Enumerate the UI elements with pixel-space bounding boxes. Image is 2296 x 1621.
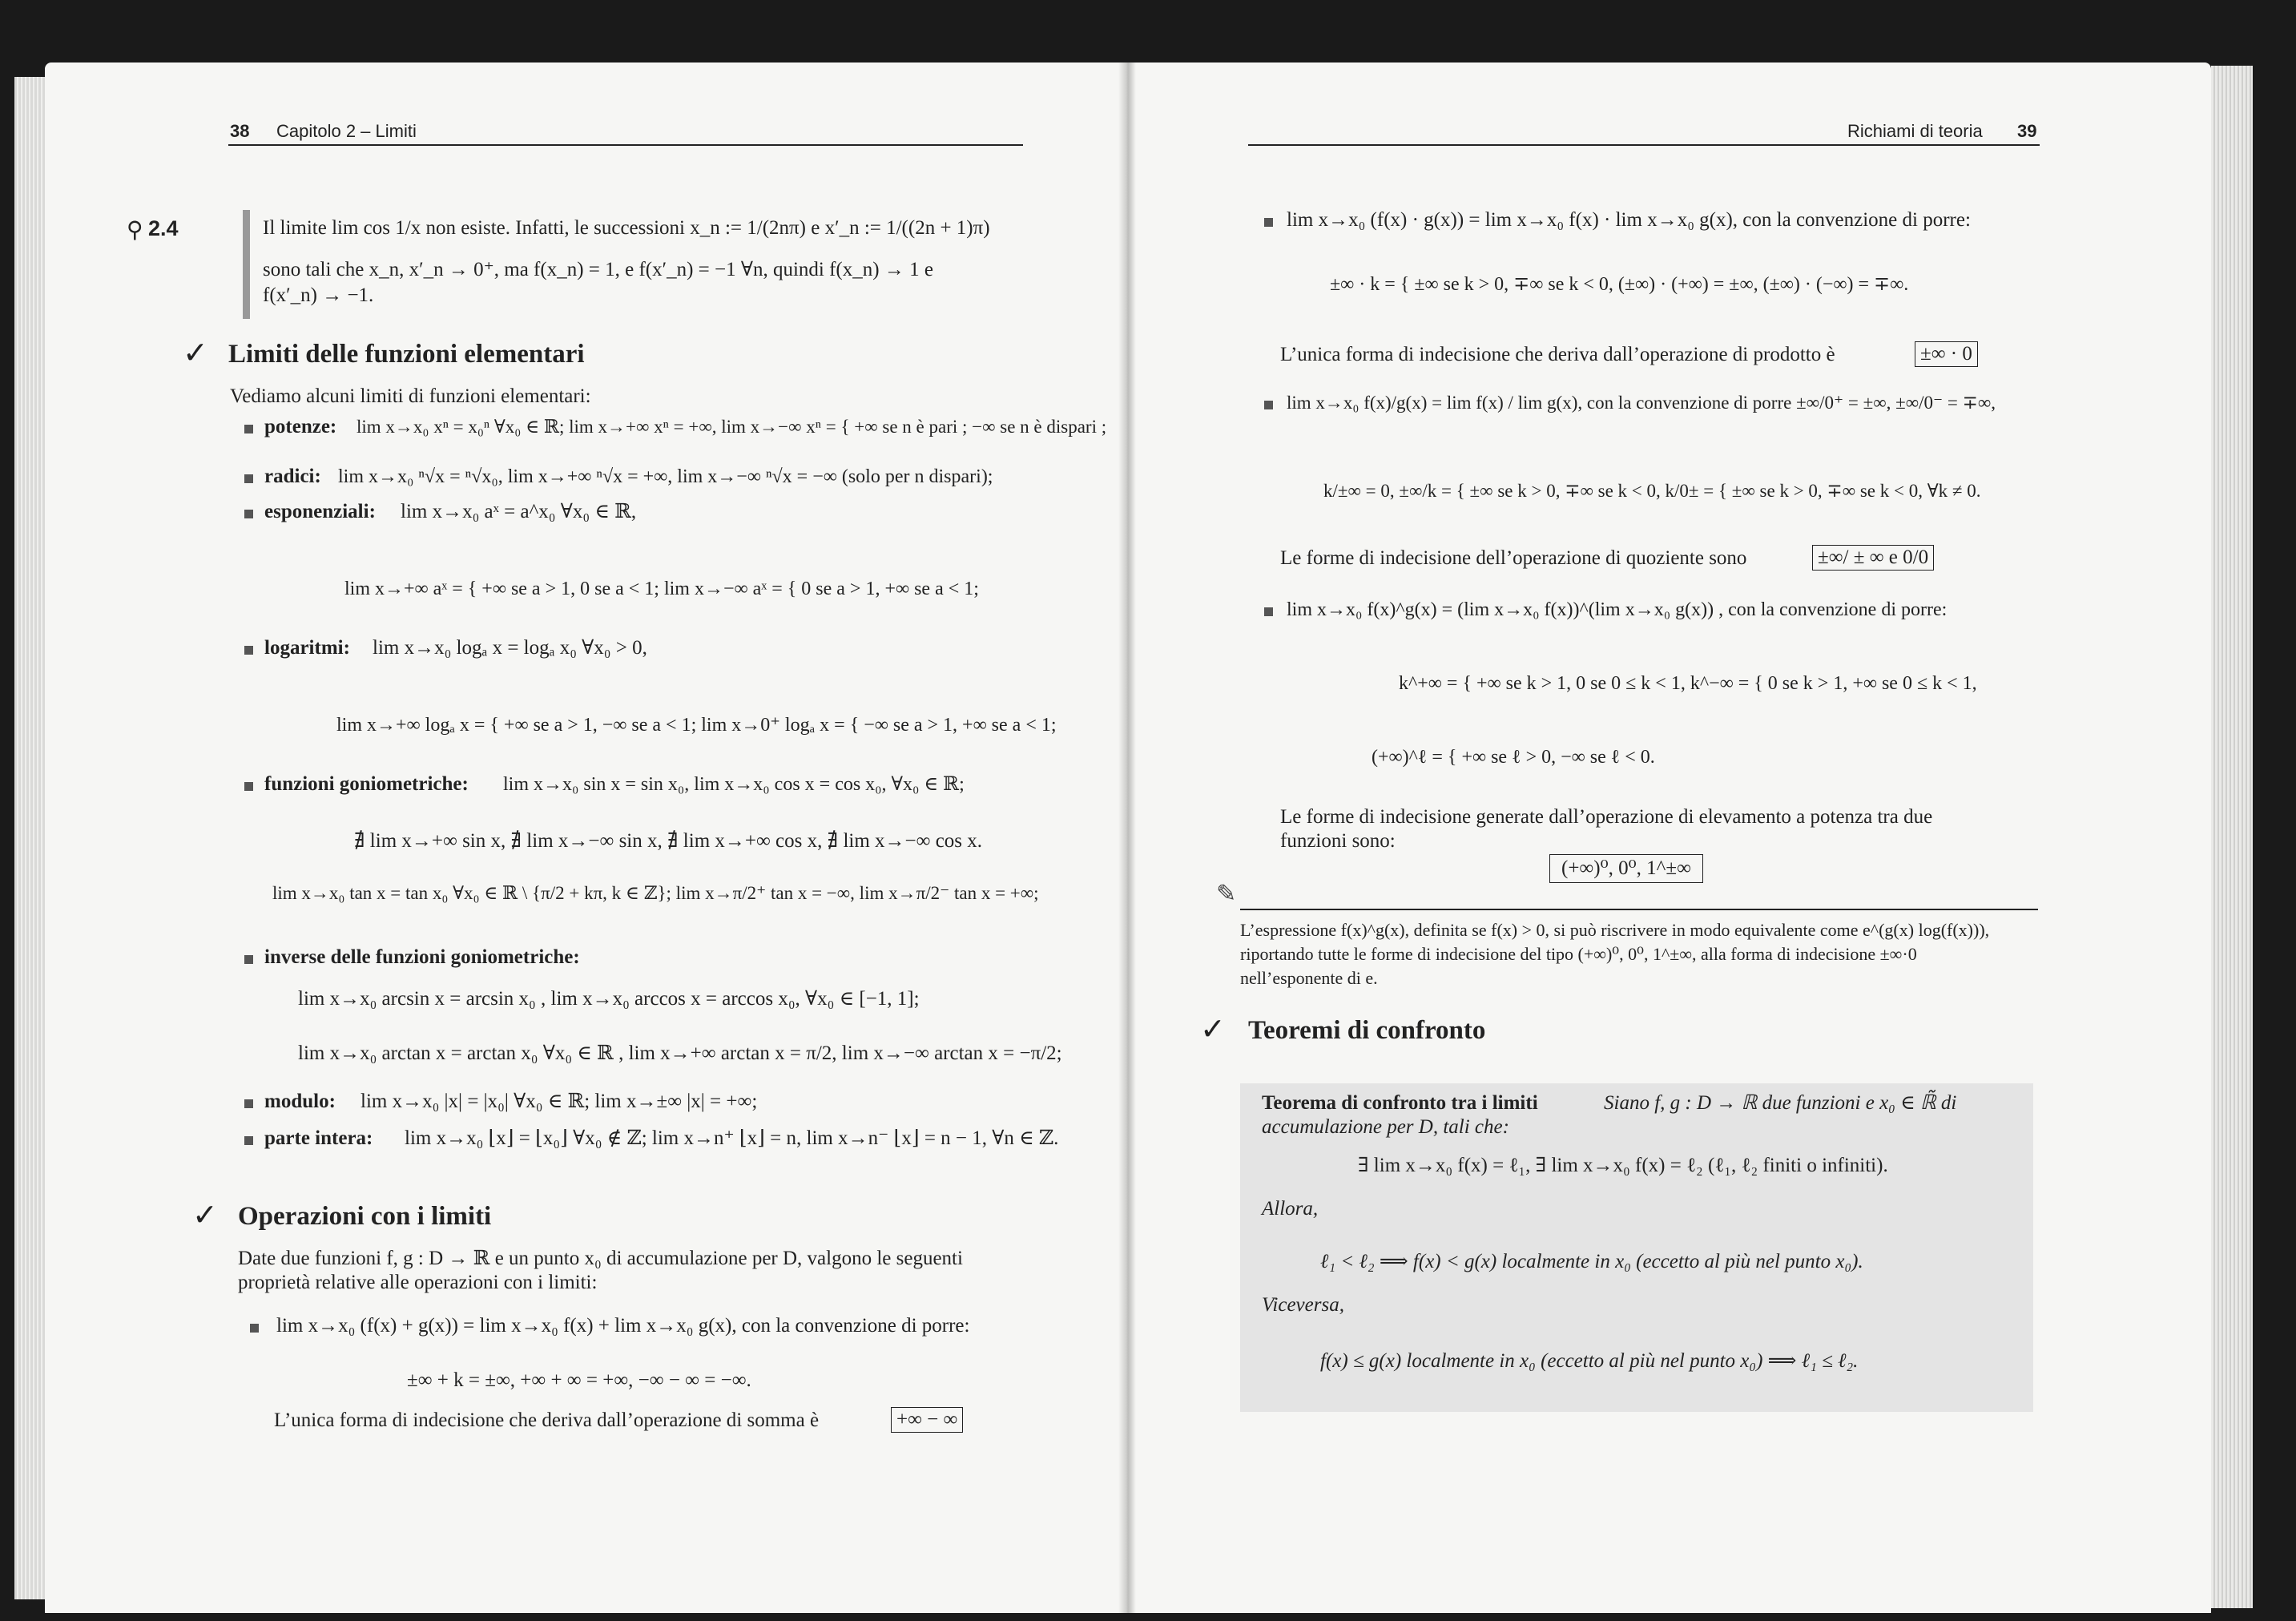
theorem-conclusion: f(x) ≤ g(x) localmente in x₀ (eccetto al più nel punto x₀) ⟹ ℓ₁ ≤ ℓ₂. <box>1320 1350 1859 1372</box>
quotient-rule: lim x→x₀ f(x)/g(x) = lim f(x) / lim g(x), con la convenzione di porre ±∞/0⁺ = ±∞, ±∞/0⁻ = ∓∞, <box>1287 393 1996 413</box>
quotient-indeterminate: Le forme di indecisione dell’operazione di quoziente sono <box>1280 547 1747 569</box>
theorem-statement: Siano f, g : D → ℝ due funzioni e x₀ ∈ ℝ̃ di <box>1604 1092 1957 1114</box>
bullet <box>244 955 253 964</box>
example-sidebar-bar <box>243 210 250 319</box>
section-title: Limiti delle funzioni elementari <box>228 340 585 369</box>
item-label: potenze: <box>264 416 337 438</box>
item-formula: lim x→+∞ logₐ x = { +∞ se a > 1, −∞ se a < 1; lim x→0⁺ logₐ x = { −∞ se a > 1, +∞ se a < 1; <box>336 715 1057 736</box>
bullet <box>244 510 253 518</box>
right-page-number: 39 <box>2017 121 2037 141</box>
theorem-viceversa: Viceversa, <box>1262 1294 1344 1316</box>
example-line: sono tali che x_n, x′_n → 0⁺, ma f(x_n) = 1, e f(x′_n) = −1 ∀n, quindi f(x_n) → 1 e <box>263 259 933 280</box>
item-formula: lim x→x₀ ⁿ√x = ⁿ√x₀, lim x→+∞ ⁿ√x = +∞, lim x→−∞ ⁿ√x = −∞ (solo per n dispari); <box>338 466 993 487</box>
theorem-statement: accumulazione per D, tali che: <box>1262 1116 1509 1138</box>
pin-icon: ✎ <box>1216 880 1237 908</box>
section-intro: Vediamo alcuni limiti di funzioni elementari: <box>230 385 591 407</box>
bullet <box>244 425 253 433</box>
bullet <box>1264 401 1273 409</box>
book-edge-right <box>2211 66 2253 1608</box>
sum-rule: lim x→x₀ (f(x) + g(x)) = lim x→x₀ f(x) + lim x→x₀ g(x), con la convenzione di porre: <box>276 1315 970 1337</box>
bullet <box>244 782 253 791</box>
item-formula: lim x→x₀ logₐ x = logₐ x₀ ∀x₀ > 0, <box>373 637 647 659</box>
item-formula: ∄ lim x→+∞ sin x, ∄ lim x→−∞ sin x, ∄ lim x→+∞ cos x, ∄ lim x→−∞ cos x. <box>354 830 983 852</box>
sum-indeterminate: L’unica forma di indecisione che deriva dall’operazione di somma è <box>274 1409 820 1431</box>
item-formula: lim x→x₀ xⁿ = x₀ⁿ ∀x₀ ∈ ℝ; lim x→+∞ xⁿ = +∞, lim x→−∞ xⁿ = { +∞ se n è pari ; −∞ se n è dispari ; <box>356 417 1107 437</box>
power-indeterminate: funzioni sono: <box>1280 830 1396 852</box>
bullet <box>1264 218 1273 227</box>
bullet <box>244 646 253 655</box>
check-icon: ✓ <box>192 1197 218 1232</box>
power-indeterminate: Le forme di indecisione generate dall’operazione di elevamento a potenza tra due <box>1280 806 1933 828</box>
left-chapter-title: Capitolo 2 – Limiti <box>276 121 417 141</box>
item-formula: lim x→x₀ sin x = sin x₀, lim x→x₀ cos x = cos x₀, ∀x₀ ∈ ℝ; <box>503 774 965 795</box>
product-rule: lim x→x₀ (f(x) · g(x)) = lim x→x₀ f(x) · lim x→x₀ g(x), con la convenzione di porre: <box>1287 209 1971 231</box>
item-formula: lim x→+∞ aˣ = { +∞ se a > 1, 0 se a < 1; lim x→−∞ aˣ = { 0 se a > 1, +∞ se a < 1; <box>344 579 979 599</box>
note-line: riportando tutte le forme di indecisione del tipo (+∞)⁰, 0⁰, 1^±∞, alla forma di indecisione ±∞·0 <box>1240 944 1917 964</box>
right-header-rule <box>1248 144 2040 146</box>
note-line: nell’esponente di e. <box>1240 968 1378 988</box>
item-formula: lim x→x₀ tan x = tan x₀ ∀x₀ ∈ ℝ \ {π/2 + kπ, k ∈ ℤ}; lim x→π/2⁺ tan x = −∞, lim x→π/2⁻ tan x = +∞; <box>272 883 1039 903</box>
item-formula: lim x→x₀ |x| = |x₀| ∀x₀ ∈ ℝ; lim x→±∞ |x| = +∞; <box>361 1091 758 1112</box>
example-id: 2.4 <box>148 216 179 240</box>
quotient-indeterminate-box: ±∞/ ± ∞ e 0/0 <box>1812 545 1934 571</box>
check-icon: ✓ <box>1200 1011 1226 1046</box>
note-line: L’espressione f(x)^g(x), definita se f(x) > 0, si può riscrivere in modo equivalente come e^(g(x) log(f(x))), <box>1240 920 1990 940</box>
product-convention: ±∞ · k = { ±∞ se k > 0, ∓∞ se k < 0, (±∞) · (+∞) = ±∞, (±∞) · (−∞) = ∓∞. <box>1330 274 1909 295</box>
power-convention: (+∞)^ℓ = { +∞ se ℓ > 0, −∞ se ℓ < 0. <box>1372 747 1655 768</box>
left-header-rule <box>228 144 1023 146</box>
magnifier-icon: ⚲ <box>127 216 143 243</box>
section-intro: Date due funzioni f, g : D → ℝ e un punto x₀ di accumulazione per D, valgono le seguenti <box>238 1248 963 1269</box>
item-formula: lim x→x₀ ⌊x⌋ = ⌊x₀⌋ ∀x₀ ∉ ℤ; lim x→n⁺ ⌊x⌋ = n, lim x→n⁻ ⌊x⌋ = n − 1, ∀n ∈ ℤ. <box>405 1127 1059 1149</box>
power-indeterminate-box: (+∞)⁰, 0⁰, 1^±∞ <box>1549 854 1703 883</box>
item-label: funzioni goniometriche: <box>264 773 469 795</box>
item-label: inverse delle funzioni goniometriche: <box>264 946 580 968</box>
power-convention: k^+∞ = { +∞ se k > 1, 0 se 0 ≤ k < 1, k^−∞ = { 0 se k > 1, +∞ se 0 ≤ k < 1, <box>1399 673 1977 694</box>
sum-convention: ±∞ + k = ±∞, +∞ + ∞ = +∞, −∞ − ∞ = −∞. <box>407 1369 751 1391</box>
quotient-convention: k/±∞ = 0, ±∞/k = { ±∞ se k > 0, ∓∞ se k < 0, k/0± = { ±∞ se k > 0, ∓∞ se k < 0, ∀k ≠ 0. <box>1323 481 1981 501</box>
item-formula: lim x→x₀ arcsin x = arcsin x₀ , lim x→x₀ arccos x = arccos x₀, ∀x₀ ∈ [−1, 1]; <box>298 988 920 1010</box>
sum-indeterminate-box: +∞ − ∞ <box>891 1407 963 1433</box>
item-label: parte intera: <box>264 1127 373 1149</box>
bullet <box>244 1136 253 1145</box>
example-line: f(x′_n) → −1. <box>263 284 374 306</box>
book-gutter <box>1118 63 1136 1613</box>
example-line: Il limite lim cos 1/x non esiste. Infatti, le successioni x_n := 1/(2nπ) e x′_n := 1/((2n + 1)π) <box>263 217 990 239</box>
bullet <box>250 1324 259 1333</box>
theorem-allora: Allora, <box>1262 1198 1319 1220</box>
note-rule <box>1240 909 2038 910</box>
bullet <box>244 1099 253 1108</box>
item-formula: lim x→x₀ aˣ = a^x₀ ∀x₀ ∈ ℝ, <box>401 501 637 522</box>
check-icon: ✓ <box>183 335 208 370</box>
right-header-title: Richiami di teoria <box>1847 121 1983 141</box>
theorem-conclusion: ℓ₁ < ℓ₂ ⟹ f(x) < g(x) localmente in x₀ (eccetto al più nel punto x₀). <box>1320 1251 1863 1272</box>
section-intro: proprietà relative alle operazioni con i limiti: <box>238 1272 598 1293</box>
product-indeterminate: L’unica forma di indecisione che deriva dall’operazione di prodotto è <box>1280 344 1835 365</box>
item-label: modulo: <box>264 1091 336 1112</box>
section-title: Teoremi di confronto <box>1248 1016 1486 1045</box>
bullet <box>244 474 253 483</box>
section-title: Operazioni con i limiti <box>238 1202 492 1231</box>
theorem-title: Teorema di confronto tra i limiti <box>1262 1092 1538 1114</box>
item-label: logaritmi: <box>264 637 350 659</box>
bullet <box>1264 607 1273 616</box>
item-label: esponenziali: <box>264 501 376 522</box>
left-page-number: 38 <box>230 121 250 141</box>
theorem-hypothesis: ∃ lim x→x₀ f(x) = ℓ₁, ∃ lim x→x₀ f(x) = ℓ₂ (ℓ₁, ℓ₂ finiti o infiniti). <box>1358 1155 1888 1176</box>
power-rule: lim x→x₀ f(x)^g(x) = (lim x→x₀ f(x))^(lim x→x₀ g(x)) , con la convenzione di porre: <box>1287 599 1948 620</box>
product-indeterminate-box: ±∞ · 0 <box>1915 341 1978 367</box>
item-formula: lim x→x₀ arctan x = arctan x₀ ∀x₀ ∈ ℝ , lim x→+∞ arctan x = π/2, lim x→−∞ arctan x = −π/2; <box>298 1042 1062 1064</box>
book-edge-left <box>14 77 45 1599</box>
item-label: radici: <box>264 466 321 487</box>
